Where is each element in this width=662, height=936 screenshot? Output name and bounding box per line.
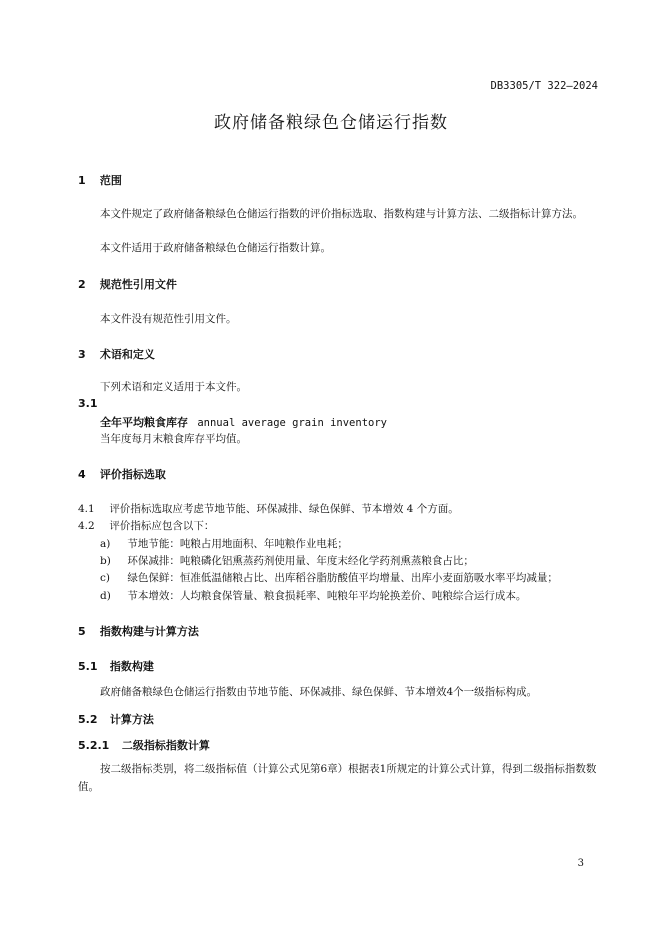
subsection-5-2-1-heading [78, 737, 210, 753]
list-item [100, 570, 558, 585]
term-chinese: 全年平均粮食库存 [100, 416, 188, 429]
clause-4-1 [78, 501, 459, 516]
section-number: 4 [78, 468, 86, 481]
list-item [100, 553, 474, 568]
clause-number: 4.2 [78, 520, 95, 532]
subsection-number: 5.1 [78, 660, 98, 673]
section-number: 1 [78, 174, 86, 187]
page-number: 3 [577, 858, 584, 869]
subsection-5-2-1-paragraph: 按二级指标类别，将二级指标值（计算公式见第6章）根据表1所规定的计算公式计算，得到二级指标指数数值。 [78, 763, 597, 793]
document-code: DB3305/T 322—2024 [490, 80, 598, 92]
section-3-paragraph-1: 下列术语和定义适用于本文件。 [100, 381, 247, 393]
subsection-title: 二级指标指数计算 [121, 739, 210, 752]
clause-text: 评价指标选取应考虑节地节能、环保减排、绿色保鲜、节本增效 4 个方面。 [109, 503, 459, 515]
clause-4-2 [78, 518, 214, 533]
section-title: 指数构建与计算方法 [99, 625, 199, 638]
subsection-5-1-heading [78, 658, 154, 674]
section-title: 评价指标选取 [99, 468, 166, 481]
list-item-text: 节本增效：人均粮食保管量、粮食损耗率、吨粮年平均轮换差价、吨粮综合运行成本。 [127, 590, 527, 602]
subsection-5-1-paragraph: 政府储备粮绿色仓储运行指数由节地节能、环保减排、绿色保鲜、节本增效4个一级指标构成。 [100, 686, 538, 698]
list-item-marker: a) [100, 538, 111, 550]
section-3-heading [78, 346, 155, 362]
list-item-marker: d) [100, 590, 111, 602]
list-item [100, 588, 526, 603]
list-item-text: 节地节能：吨粮占用地面积、年吨粮作业电耗； [127, 538, 348, 550]
subsection-title: 指数构建 [109, 660, 154, 673]
section-1-heading [78, 172, 122, 188]
section-2-paragraph-1: 本文件没有规范性引用文件。 [100, 313, 237, 325]
section-5-heading [78, 623, 199, 639]
section-1-paragraph-1: 本文件规定了政府储备粮绿色仓储运行指数的评价指标选取、指数构建与计算方法、二级指标计算方法。 [100, 208, 583, 220]
subsection-number: 5.2.1 [78, 739, 110, 752]
term-definition: 当年度每月末粮食库存平均值。 [100, 433, 247, 445]
document-title: 政府储备粮绿色仓储运行指数 [214, 113, 448, 133]
section-2-heading [78, 276, 177, 292]
subsection-number: 5.2 [78, 713, 98, 726]
section-1-paragraph-2: 本文件适用于政府储备粮绿色仓储运行指数计算。 [100, 242, 331, 254]
section-number: 3 [78, 348, 86, 361]
section-title: 术语和定义 [99, 348, 155, 361]
list-item [100, 536, 348, 551]
section-4-heading [78, 466, 166, 482]
section-title: 规范性引用文件 [99, 278, 177, 291]
section-title: 范围 [99, 174, 122, 187]
term-english: annual average grain inventory [197, 417, 387, 429]
term-entry [100, 414, 387, 430]
term-number: 3.1 [78, 397, 98, 410]
list-item-marker: c) [100, 572, 110, 584]
list-item-text: 绿色保鲜：恒准低温储粮占比、出库稻谷脂肪酸值平均增量、出库小麦面筋吸水率平均减量； [127, 572, 558, 584]
clause-text: 评价指标应包含以下： [109, 520, 215, 532]
list-item-marker: b) [100, 555, 111, 567]
clause-number: 4.1 [78, 503, 95, 515]
subsection-title: 计算方法 [109, 713, 154, 726]
list-item-text: 环保减排：吨粮磷化铝熏蒸药剂使用量、年度末经化学药剂熏蒸粮食占比； [127, 555, 474, 567]
section-number: 5 [78, 625, 86, 638]
subsection-5-2-heading [78, 711, 154, 727]
section-number: 2 [78, 278, 86, 291]
